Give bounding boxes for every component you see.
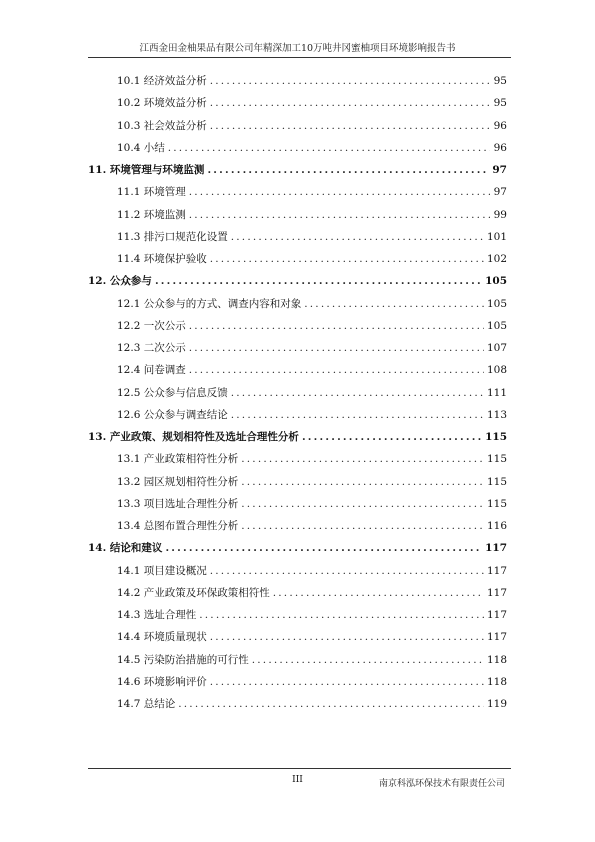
toc-entry-page: 119 — [486, 698, 507, 710]
toc-section-entry[interactable] — [88, 140, 507, 162]
toc-entry-title: 12.4 问卷调查 — [117, 364, 186, 377]
toc-entry-page: 97 — [492, 164, 507, 176]
toc-entry-title: 13. 产业政策、规划相符性及选址合理性分析 — [88, 431, 299, 443]
toc-chapter-entry[interactable] — [88, 273, 507, 295]
toc-dot-leader — [189, 320, 484, 332]
toc-dot-leader — [210, 253, 484, 265]
toc-entry-page: 113 — [486, 408, 507, 421]
toc-section-entry[interactable] — [88, 296, 507, 318]
toc-entry-title: 12.5 公众参与信息反馈 — [117, 386, 228, 399]
toc-section-entry[interactable] — [88, 451, 507, 473]
toc-section-entry[interactable] — [88, 629, 507, 651]
toc-entry-title: 10.4 小结 — [117, 141, 165, 154]
toc-entry-page: 117 — [486, 586, 507, 599]
page-number: III — [292, 775, 303, 785]
toc-entry-page: 99 — [493, 208, 507, 221]
toc-section-entry[interactable] — [88, 184, 507, 206]
toc-entry-title: 14.3 选址合理性 — [117, 609, 197, 621]
toc-entry-page: 115 — [486, 475, 507, 488]
footer-divider — [88, 768, 511, 769]
toc-dot-leader — [210, 120, 490, 132]
toc-dot-leader — [210, 75, 490, 87]
toc-dot-leader — [241, 520, 484, 532]
toc-section-entry[interactable] — [88, 229, 507, 251]
toc-dot-leader — [189, 364, 484, 376]
toc-dot-leader — [189, 209, 490, 221]
toc-dot-leader — [210, 565, 484, 577]
toc-entry-page: 105 — [486, 297, 507, 310]
toc-section-entry[interactable] — [88, 207, 507, 229]
toc-dot-leader — [178, 698, 484, 710]
toc-entry-title: 13.2 园区规划相符性分析 — [117, 475, 239, 488]
toc-dot-leader — [189, 342, 484, 354]
table-of-contents — [88, 73, 507, 718]
toc-section-entry[interactable] — [88, 674, 507, 696]
toc-dot-leader — [165, 542, 482, 554]
toc-entry-page: 108 — [486, 364, 507, 377]
toc-entry-page: 105 — [485, 275, 507, 288]
toc-dot-leader — [273, 587, 484, 599]
toc-section-entry[interactable] — [88, 607, 507, 629]
header-divider — [88, 57, 511, 58]
toc-entry-title: 14.7 总结论 — [117, 698, 176, 710]
toc-chapter-entry[interactable] — [88, 540, 507, 562]
toc-dot-leader — [210, 676, 484, 688]
toc-entry-title: 13.3 项目选址合理性分析 — [117, 497, 239, 510]
toc-section-entry[interactable] — [88, 362, 507, 384]
toc-section-entry[interactable] — [88, 407, 507, 429]
toc-section-entry[interactable] — [88, 340, 507, 362]
toc-section-entry[interactable] — [88, 474, 507, 496]
toc-entry-title: 11.1 环境管理 — [117, 186, 186, 199]
toc-entry-page: 97 — [493, 186, 507, 199]
toc-entry-page: 95 — [493, 75, 507, 87]
toc-section-entry[interactable] — [88, 518, 507, 540]
toc-dot-leader — [168, 142, 490, 154]
toc-entry-title: 13.4 总图布置合理性分析 — [117, 520, 239, 532]
toc-entry-page: 96 — [493, 119, 507, 132]
toc-entry-page: 117 — [486, 609, 507, 621]
toc-dot-leader — [241, 476, 484, 488]
toc-chapter-entry[interactable] — [88, 162, 507, 184]
toc-entry-title: 14.4 环境质量现状 — [117, 631, 207, 644]
toc-entry-title: 12. 公众参与 — [88, 275, 152, 288]
toc-dot-leader — [155, 275, 482, 287]
toc-entry-title: 11.3 排污口规范化设置 — [117, 230, 228, 243]
toc-entry-title: 11.2 环境监测 — [117, 208, 186, 221]
toc-entry-page: 115 — [486, 453, 507, 466]
running-header: 江西金田金柚果品有限公司年精深加工10万吨井冈蜜柚项目环境影响报告书 — [139, 43, 456, 54]
toc-entry-page: 111 — [486, 386, 507, 399]
toc-entry-page: 107 — [486, 342, 507, 354]
toc-entry-title: 13.1 产业政策相符性分析 — [117, 453, 239, 466]
toc-chapter-entry[interactable] — [88, 429, 507, 451]
toc-dot-leader — [207, 164, 489, 176]
toc-section-entry[interactable] — [88, 385, 507, 407]
toc-entry-page: 117 — [486, 564, 507, 577]
toc-entry-page: 115 — [486, 497, 507, 510]
toc-entry-page: 116 — [486, 520, 507, 532]
toc-entry-title: 11.4 环境保护验收 — [117, 253, 207, 265]
toc-section-entry[interactable] — [88, 652, 507, 674]
toc-entry-title: 10.1 经济效益分析 — [117, 75, 207, 87]
footer-company-name: 南京科泓环保技术有限责任公司 — [378, 779, 505, 789]
toc-dot-leader — [302, 431, 482, 443]
toc-section-entry[interactable] — [88, 563, 507, 585]
toc-dot-leader — [304, 298, 484, 310]
toc-section-entry[interactable] — [88, 251, 507, 273]
toc-entry-title: 14.5 污染防治措施的可行性 — [117, 653, 249, 666]
toc-section-entry[interactable] — [88, 496, 507, 518]
toc-entry-page: 96 — [493, 141, 507, 154]
toc-entry-title: 12.3 二次公示 — [117, 342, 186, 354]
toc-entry-title: 12.1 公众参与的方式、调查内容和对象 — [117, 297, 302, 310]
toc-entry-title: 10.3 社会效益分析 — [117, 119, 207, 132]
toc-entry-title: 10.2 环境效益分析 — [117, 97, 207, 110]
toc-section-entry[interactable] — [88, 73, 507, 95]
toc-dot-leader — [199, 609, 484, 621]
toc-entry-page: 105 — [486, 319, 507, 332]
toc-section-entry[interactable] — [88, 318, 507, 340]
toc-dot-leader — [241, 498, 484, 510]
toc-dot-leader — [231, 409, 484, 421]
toc-section-entry[interactable] — [88, 95, 507, 117]
toc-entry-page: 95 — [493, 97, 507, 110]
toc-entry-title: 11. 环境管理与环境监测 — [88, 164, 205, 176]
toc-section-entry[interactable] — [88, 585, 507, 607]
toc-dot-leader — [210, 631, 484, 643]
toc-entry-title: 12.6 公众参与调查结论 — [117, 408, 228, 421]
toc-entry-page: 115 — [485, 431, 507, 443]
toc-entry-title: 14.6 环境影响评价 — [117, 675, 207, 688]
toc-entry-page: 102 — [486, 253, 507, 265]
toc-entry-page: 117 — [485, 542, 507, 555]
toc-entry-title: 14. 结论和建议 — [88, 542, 163, 555]
toc-dot-leader — [252, 654, 484, 666]
toc-dot-leader — [231, 231, 484, 243]
toc-entry-page: 117 — [486, 631, 507, 644]
toc-entry-page: 101 — [486, 230, 507, 243]
toc-entry-title: 12.2 一次公示 — [117, 319, 186, 332]
toc-dot-leader — [231, 387, 484, 399]
toc-entry-page: 118 — [486, 675, 507, 688]
toc-entry-page: 118 — [486, 653, 507, 666]
toc-section-entry[interactable] — [88, 696, 507, 718]
toc-dot-leader — [210, 97, 490, 109]
toc-entry-title: 14.2 产业政策及环保政策相符性 — [117, 586, 270, 599]
toc-dot-leader — [189, 186, 490, 198]
toc-section-entry[interactable] — [88, 118, 507, 140]
toc-dot-leader — [241, 453, 484, 465]
toc-entry-title: 14.1 项目建设概况 — [117, 564, 207, 577]
